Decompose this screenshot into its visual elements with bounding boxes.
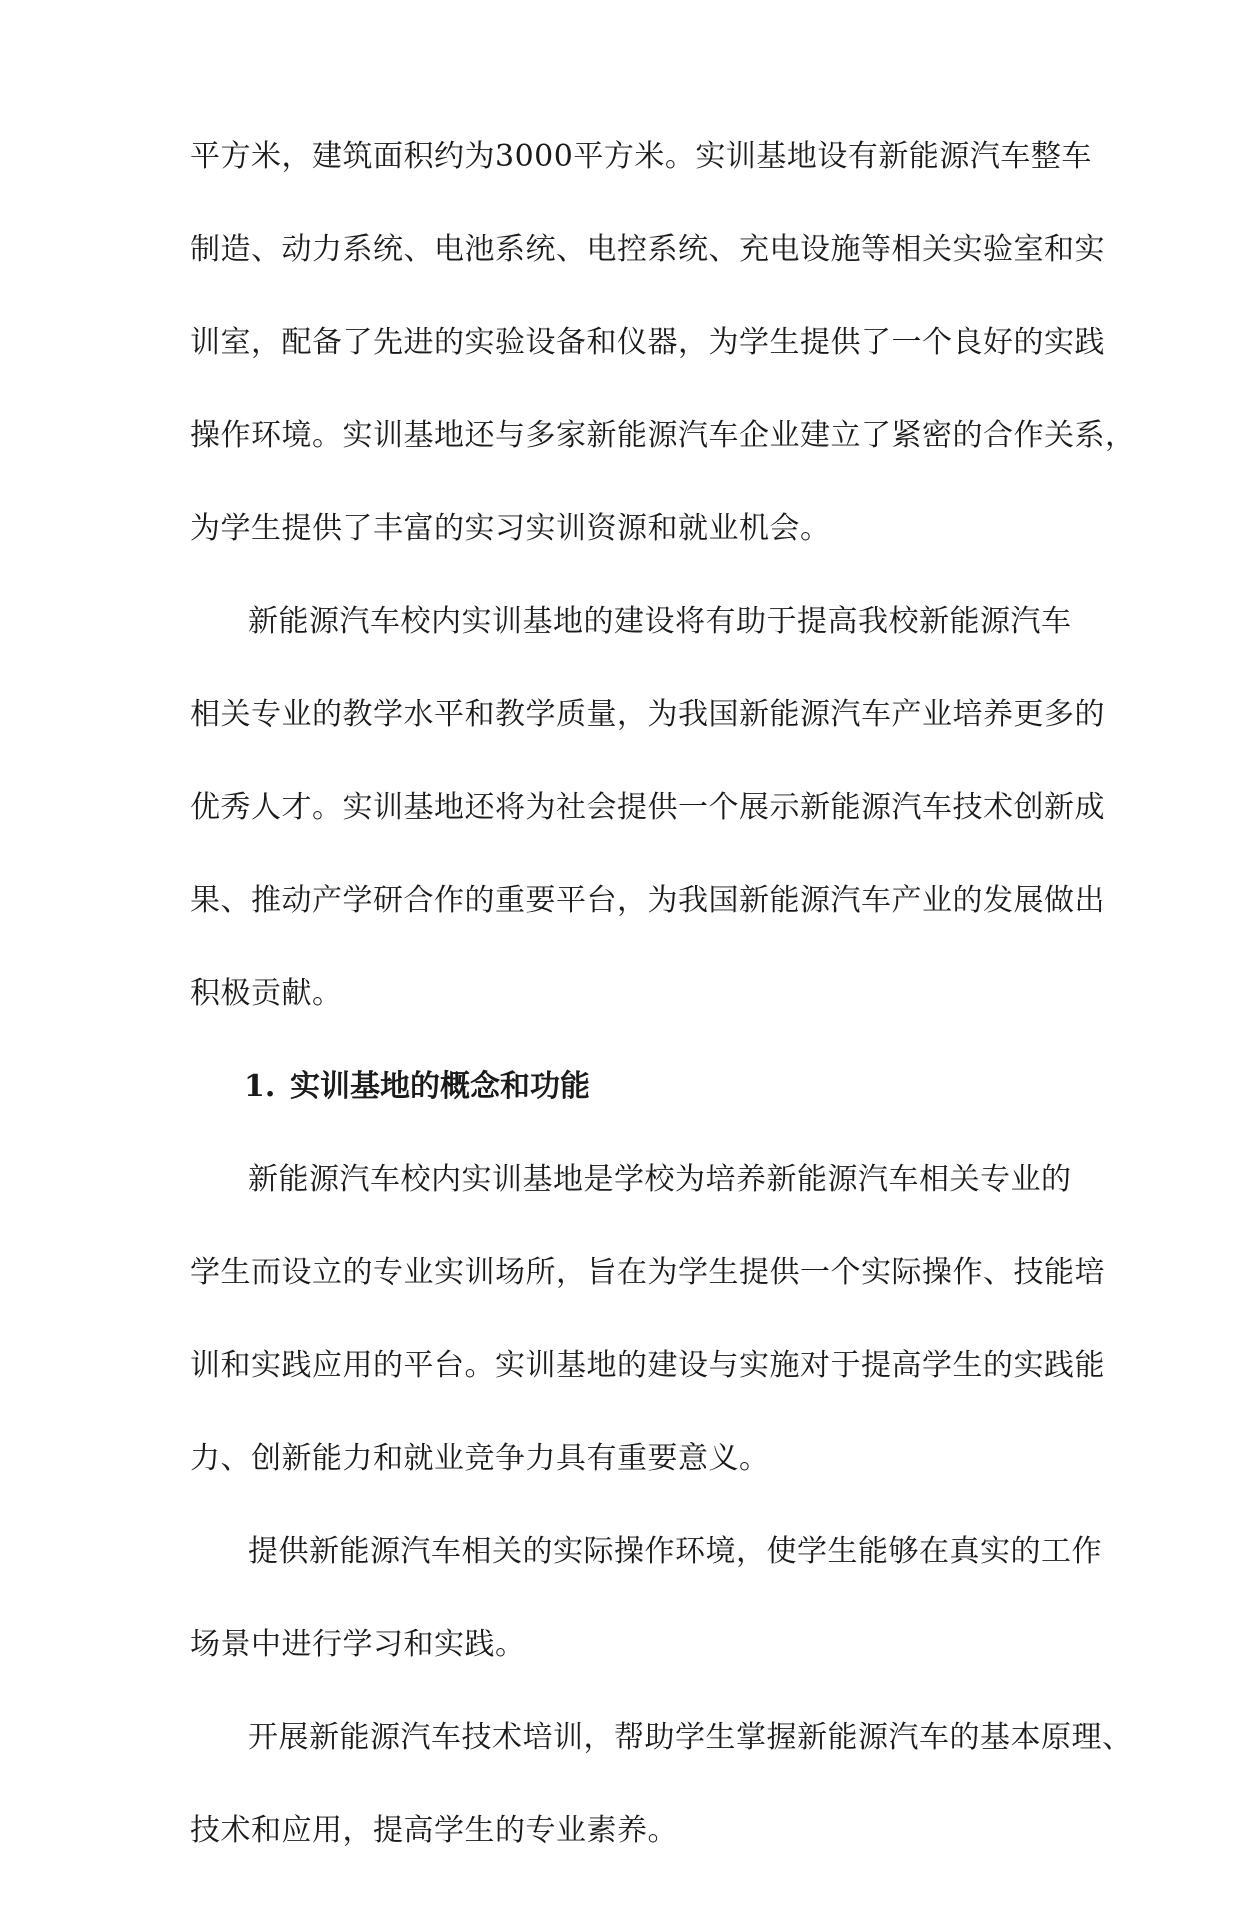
- text-line: 相关专业的教学水平和教学质量，为我国新能源汽车产业培养更多的: [190, 697, 1105, 732]
- text-line: 新能源汽车校内实训基地是学校为培养新能源汽车相关专业的: [248, 1162, 1072, 1197]
- text-line: 为学生提供了丰富的实习实训资源和就业机会。: [190, 511, 831, 546]
- paragraph-continuation: [190, 139, 1136, 546]
- paragraph: [190, 604, 1105, 1011]
- text-line: 提供新能源汽车相关的实际操作环境，使学生能够在真实的工作: [248, 1534, 1102, 1569]
- paragraph: [190, 1720, 1133, 1848]
- text-line: 果、推动产学研合作的重要平台，为我国新能源汽车产业的发展做出: [190, 883, 1105, 918]
- section-title: 实训基地的概念和功能: [290, 1069, 590, 1104]
- section-heading: [190, 1069, 1060, 1104]
- text-line: 制造、动力系统、电池系统、电控系统、充电设施等相关实验室和实: [190, 232, 1105, 267]
- text-line: 训室，配备了先进的实验设备和仪器，为学生提供了一个良好的实践: [190, 325, 1105, 360]
- section-number: 1.: [244, 1069, 276, 1104]
- text-line: 优秀人才。实训基地还将为社会提供一个展示新能源汽车技术创新成: [190, 790, 1105, 825]
- text-line: 技术和应用，提高学生的专业素养。: [190, 1813, 678, 1848]
- text-line: 积极贡献。: [190, 976, 343, 1011]
- text-line: 新能源汽车校内实训基地的建设将有助于提高我校新能源汽车: [248, 604, 1072, 639]
- text-line: 平方米，建筑面积约为3000平方米。实训基地设有新能源汽车整车: [190, 139, 1092, 174]
- paragraph: [190, 1162, 1105, 1476]
- document-body: [190, 139, 1136, 1909]
- text-line: 学生而设立的专业实训场所，旨在为学生提供一个实际操作、技能培: [190, 1255, 1105, 1290]
- text-line: 场景中进行学习和实践。: [190, 1627, 526, 1662]
- text-line: 操作环境。实训基地还与多家新能源汽车企业建立了紧密的合作关系，: [190, 418, 1136, 453]
- text-line: 力、创新能力和就业竞争力具有重要意义。: [190, 1441, 770, 1476]
- text-line: 训和实践应用的平台。实训基地的建设与实施对于提高学生的实践能: [190, 1348, 1105, 1383]
- paragraph: [190, 1534, 1102, 1662]
- text-line: 开展新能源汽车技术培训，帮助学生掌握新能源汽车的基本原理、: [248, 1720, 1133, 1755]
